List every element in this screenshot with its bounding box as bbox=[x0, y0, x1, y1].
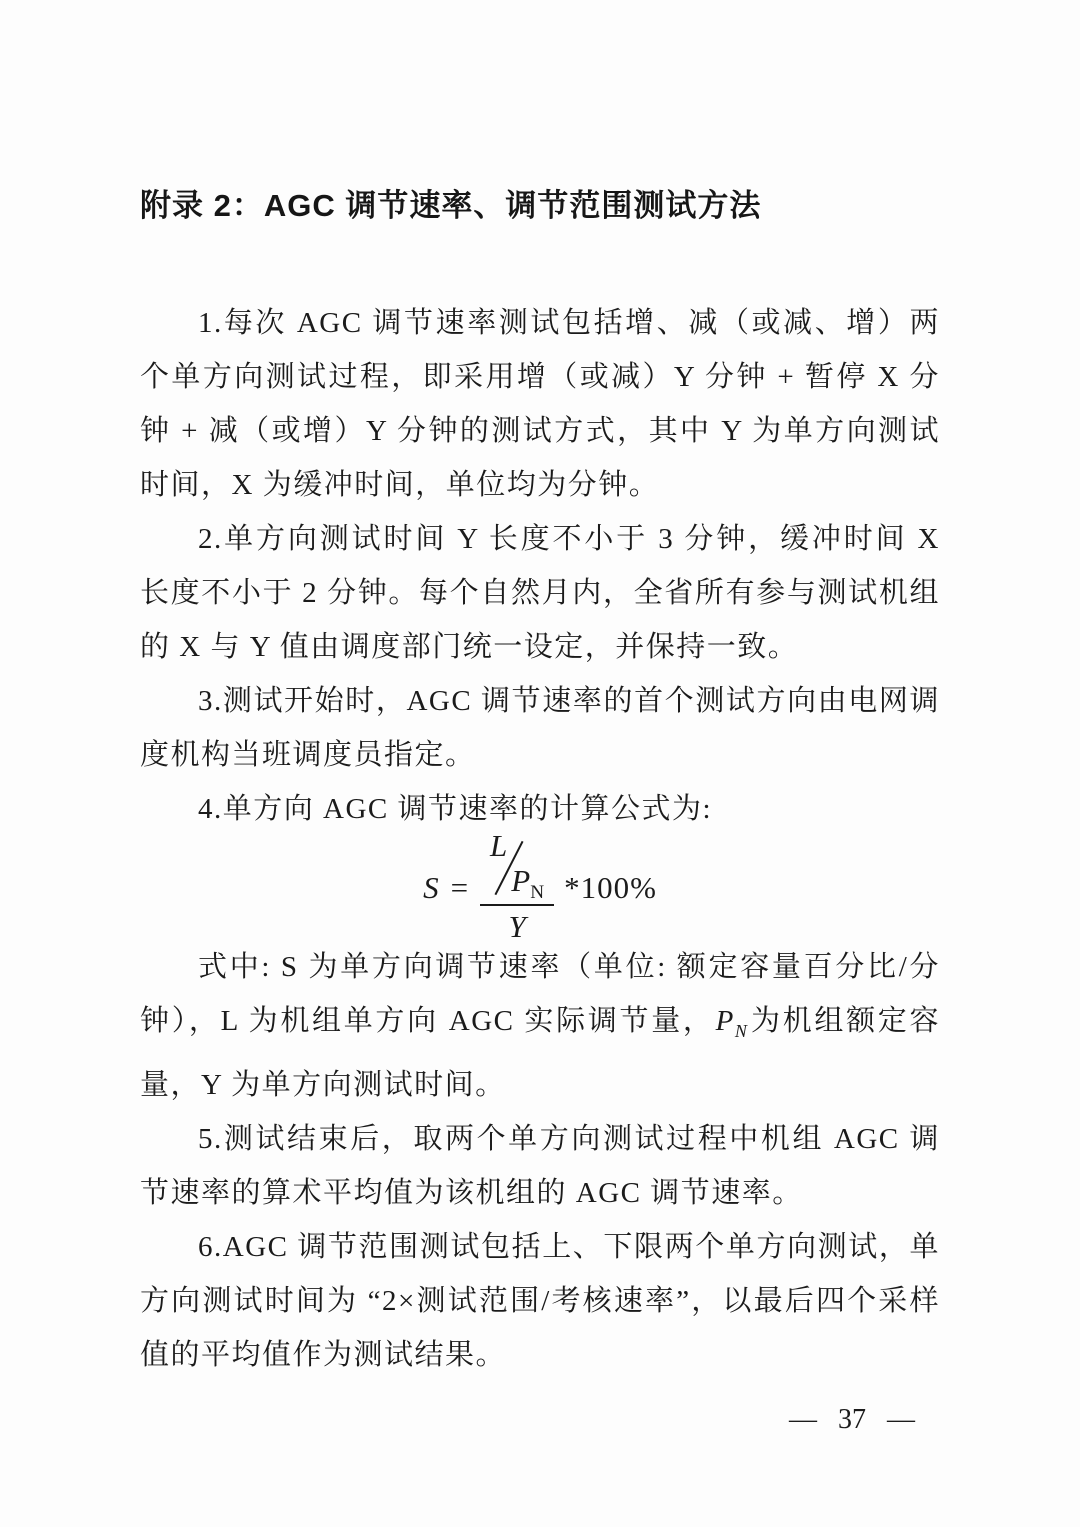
formula-var-L: L bbox=[490, 827, 508, 863]
paragraph-symbol-definitions bbox=[140, 940, 940, 1112]
formula-fraction bbox=[480, 827, 554, 944]
page-title: 附录 2：AGC 调节速率、调节范围测试方法 bbox=[140, 188, 762, 223]
pn-inline-base: P bbox=[715, 1005, 735, 1037]
page-number-dash-right: — bbox=[887, 1403, 915, 1435]
formula-lhs-S: S bbox=[423, 870, 439, 905]
paragraph-2-duration-rules: 2.单方向测试时间 Y 长度不小于 3 分钟，缓冲时间 X 长度不小于 2 分钟。每个自然月内，全省所有参与测试机组的 X 与 Y 值由调度部门统一设定，并保持一致。 bbox=[140, 523, 940, 663]
paragraph-4-formula-intro: 4.单方向 AGC 调节速率的计算公式为: bbox=[198, 793, 713, 825]
formula-denominator bbox=[480, 904, 554, 944]
agc-rate-formula bbox=[140, 827, 940, 944]
formula-var-P: P bbox=[511, 862, 531, 898]
formula-equals-sign: = bbox=[450, 870, 469, 905]
formula-var-Y: Y bbox=[508, 908, 526, 944]
formula-times-100-percent: *100% bbox=[564, 870, 657, 905]
page-number-dash-left: — bbox=[789, 1403, 817, 1435]
page-number-value: 37 bbox=[838, 1403, 866, 1435]
pn-inline-subscript: N bbox=[734, 1020, 747, 1041]
formula-numerator bbox=[480, 827, 554, 904]
page-number bbox=[140, 1404, 940, 1436]
formula-var-PN bbox=[511, 862, 545, 903]
formula-P-subscript-N: N bbox=[530, 881, 545, 903]
paragraph-5-average-result: 5.测试结束后，取两个单方向测试过程中机组 AGC 调节速率的算术平均值为该机组的 AGC 调节速率。 bbox=[140, 1122, 940, 1209]
pn-inline-symbol bbox=[715, 1005, 747, 1041]
paragraph-3-first-direction: 3.测试开始时，AGC 调节速率的首个测试方向由电网调度机构当班调度员指定。 bbox=[140, 685, 940, 771]
symbol-definitions-text-a: 式中: S 为单方向调节速率（单位: 额定容量百分比/分钟），L 为机组单方向 AGC 实际调节量， bbox=[140, 951, 940, 1037]
symbol-definitions-text-b: 为机组额定容量，Y 为单方向测试时间。 bbox=[140, 1005, 940, 1101]
paragraph-6-range-test: 6.AGC 调节范围测试包括上、下限两个单方向测试，单方向测试时间为 “2×测试范围/考核速率”，以最后四个采样值的平均值作为测试结果。 bbox=[140, 1230, 940, 1371]
paragraph-1-test-process: 1.每次 AGC 调节速率测试包括增、减（或减、增）两个单方向测试过程，即采用增（或减）Y 分钟 + 暂停 X 分钟 + 减（或增）Y 分钟的测试方式，其中 Y 为单方向测试时间，X 为缓冲时间，单位均为分钟。 bbox=[140, 307, 940, 501]
